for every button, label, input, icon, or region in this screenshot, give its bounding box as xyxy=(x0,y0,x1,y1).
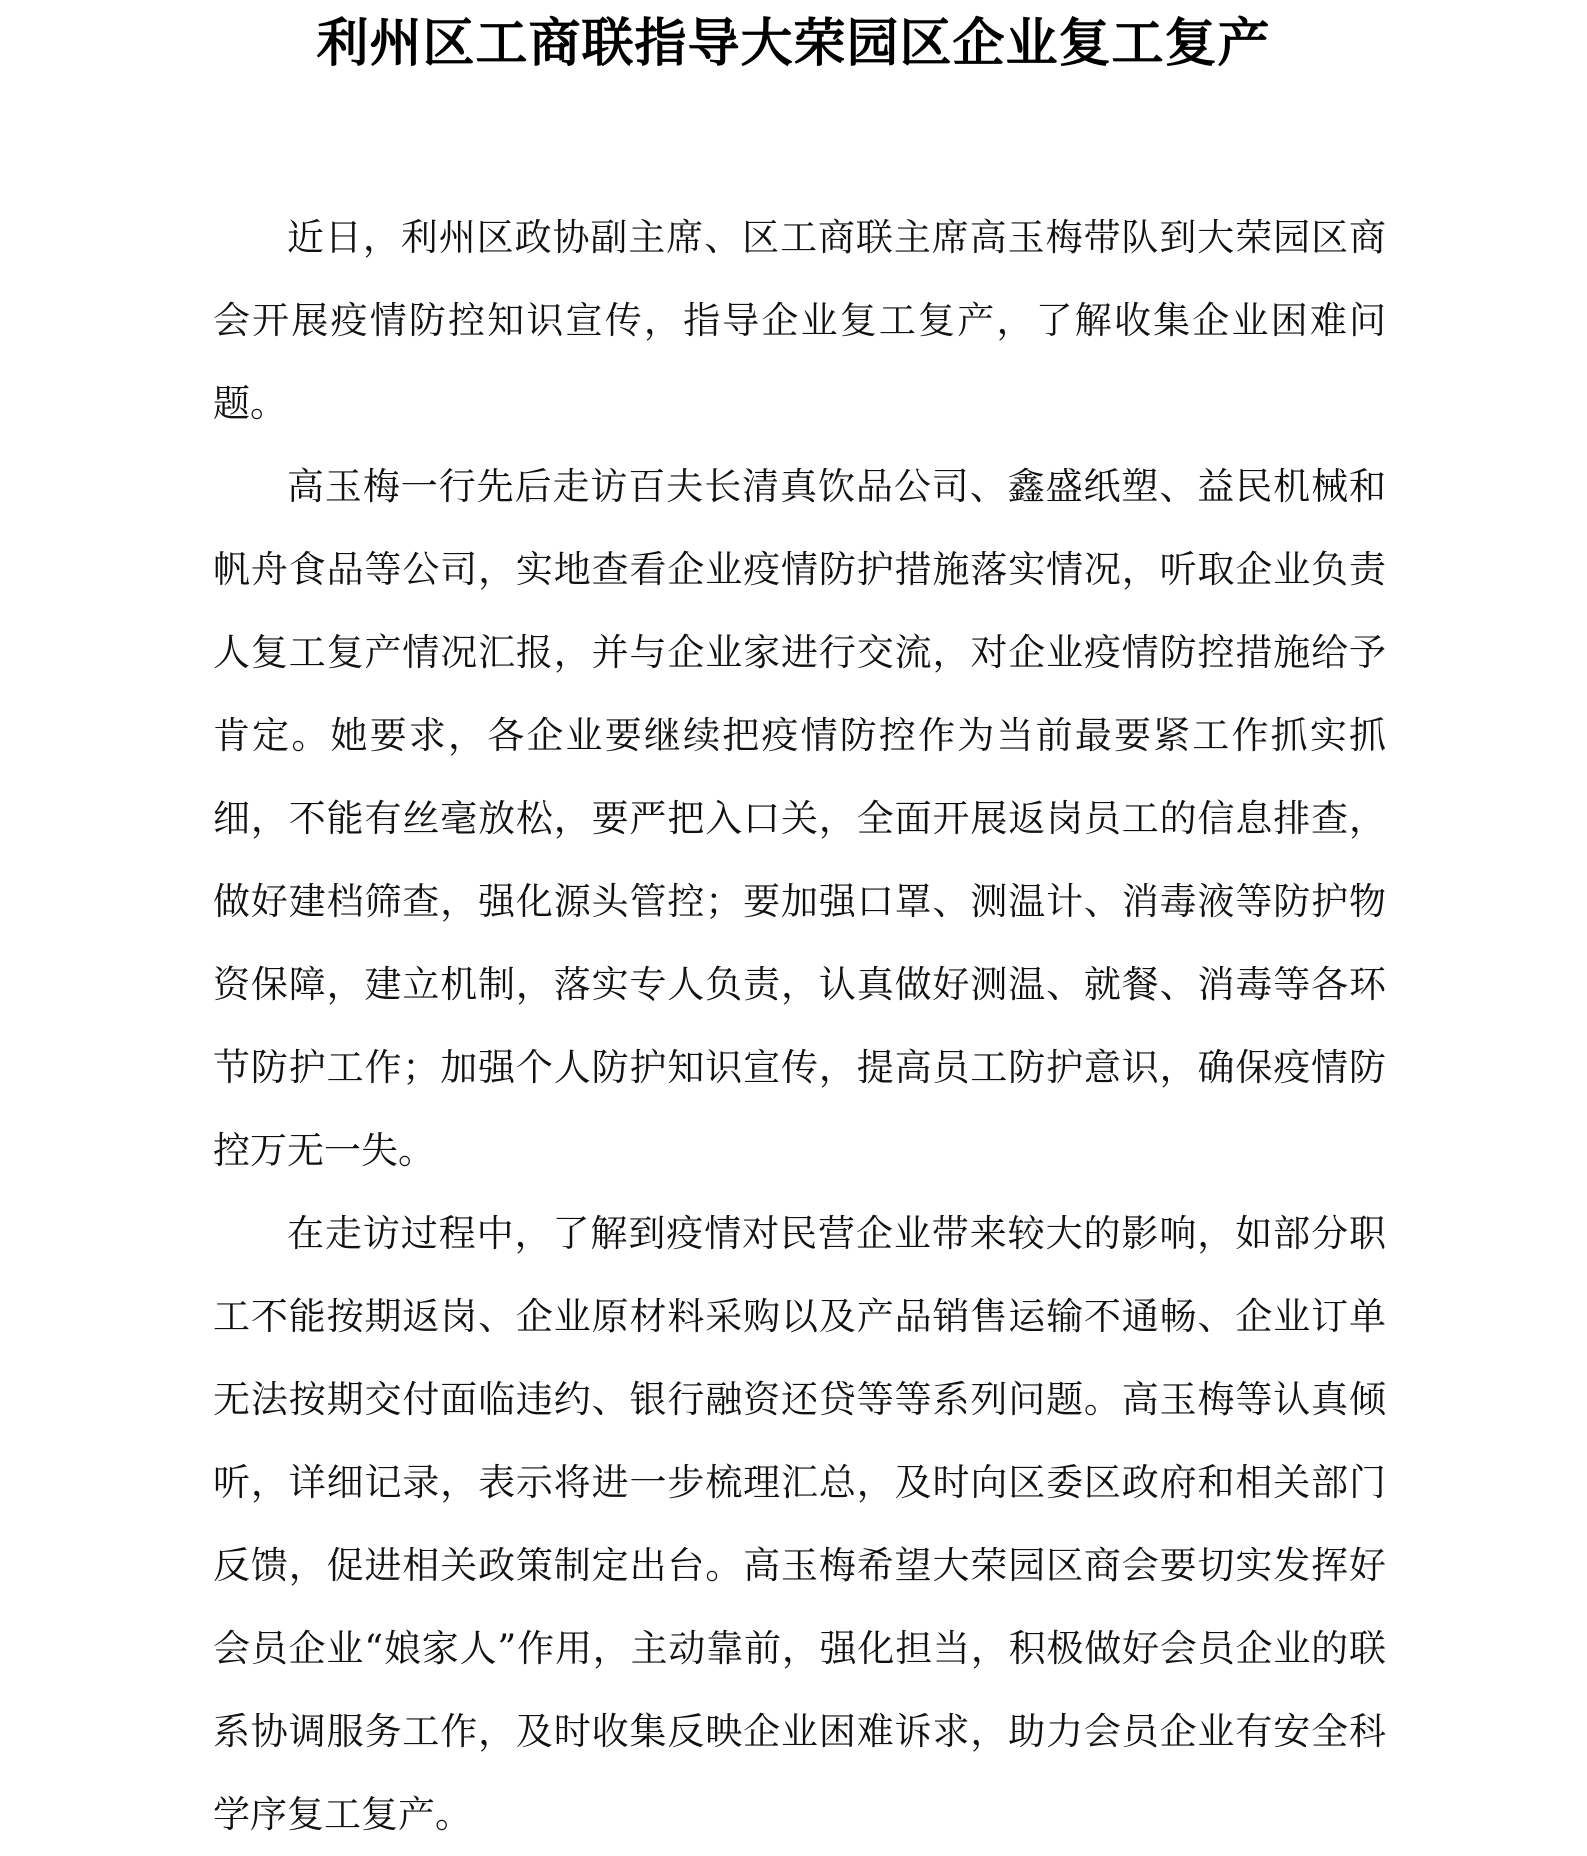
document-body xyxy=(213,196,1386,1856)
paragraph-3: 在走访过程中，了解到疫情对民营企业带来较大的影响，如部分职工不能按期返岗、企业原材料采购以及产品销售运输不通畅、企业订单无法按期交付面临违约、银行融资还贷等等系列问题。高玉梅等认真倾听，详细记录，表示将进一步梳理汇总，及时向区委区政府和相关部门反馈，促进相关政策制定出台。高玉梅希望大荣园区商会要切实发挥好会员企业“娘家人”作用，主动靠前，强化担当，积极做好会员企业的联系协调服务工作，及时收集反映企业困难诉求，助力会员企业有安全科学序复工复产。 xyxy=(213,1212,1386,1836)
document-title: 利州区工商联指导大荣园区企业复工复产 xyxy=(316,13,1271,74)
paragraph-2: 高玉梅一行先后走访百夫长清真饮品公司、鑫盛纸塑、益民机械和帆舟食品等公司，实地查看企业疫情防护措施落实情况，听取企业负责人复工复产情况汇报，并与企业家进行交流，对企业疫情防控措施给予肯定。她要求，各企业要继续把疫情防控作为当前最要紧工作抓实抓细，不能有丝毫放松，要严把入口关，全面开展返岗员工的信息排查，做好建档筛查，强化源头管控；要加强口罩、测温计、消毒液等防护物资保障，建立机制，落实专人负责，认真做好测温、就餐、消毒等各环节防护工作；加强个人防护知识宣传，提高员工防护意识，确保疫情防控万无一失。 xyxy=(213,465,1386,1172)
paragraph-1: 近日，利州区政协副主席、区工商联主席高玉梅带队到大荣园区商会开展疫情防控知识宣传，指导企业复工复产，了解收集企业困难问题。 xyxy=(213,216,1386,425)
